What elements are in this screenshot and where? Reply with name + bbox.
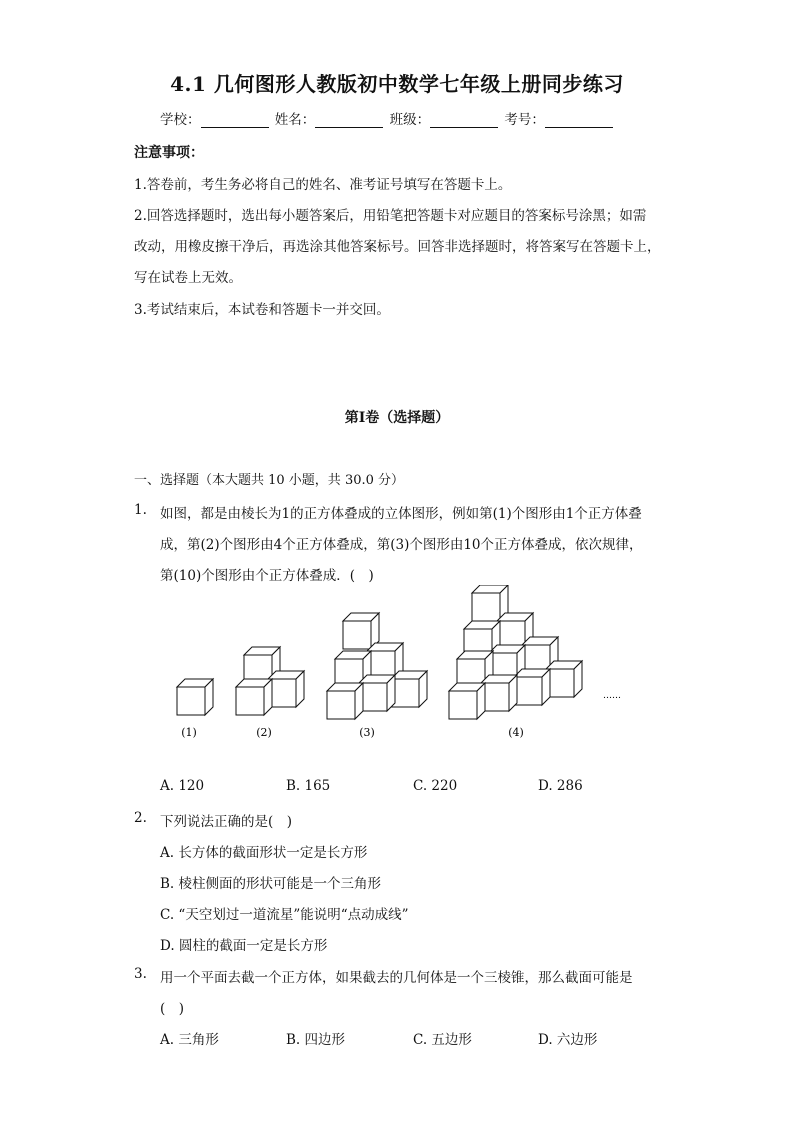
- figure-4-cubes: [449, 585, 582, 719]
- notice-heading: 注意事项：: [134, 145, 204, 161]
- question-text: ( ): [160, 1001, 185, 1017]
- exam-number-label: 考号：: [504, 112, 545, 128]
- figure-label: (1): [181, 726, 197, 739]
- option-d[interactable]: D. 六边形: [538, 1032, 598, 1048]
- cube-stack-figure: [160, 585, 640, 745]
- question-number: 1.: [134, 502, 147, 518]
- option-c[interactable]: C. 220: [413, 778, 458, 794]
- question-text: 第(10)个图形由个正方体叠成．( ): [160, 568, 374, 584]
- student-info-row: [160, 108, 615, 128]
- question-text: 用一个平面去截一个正方体，如果截去的几何体是一个三棱锥，那么截面可能是: [160, 970, 633, 986]
- name-blank[interactable]: [315, 113, 383, 128]
- figure-3-cubes: [327, 613, 427, 719]
- name-label: 姓名：: [274, 112, 316, 128]
- option-c[interactable]: C. “天空划过一道流星”能说明“点动成线”: [160, 907, 409, 923]
- section-title: 第Ⅰ卷（选择题）: [344, 410, 450, 426]
- question-text: 如图，都是由棱长为1的正方体叠成的立体图形，例如第(1)个图形由1个正方体叠: [160, 506, 642, 522]
- part-title: 一、选择题（本大题共 10 小题，共 30.0 分）: [134, 473, 405, 488]
- exam-number-blank[interactable]: [545, 113, 613, 128]
- option-b[interactable]: B. 棱柱侧面的形状可能是一个三角形: [160, 876, 382, 892]
- option-d[interactable]: D. 圆柱的截面一定是长方形: [160, 938, 328, 954]
- option-b[interactable]: B. 165: [286, 778, 331, 794]
- notice-line: 3.考试结束后，本试卷和答题卡一并交回。: [134, 302, 390, 318]
- option-c[interactable]: C. 五边形: [413, 1032, 472, 1048]
- notice-line: 改动，用橡皮擦干净后，再选涂其他答案标号。回答非选择题时，将答案写在答题卡上，: [134, 239, 661, 255]
- figure-1-cubes: [177, 679, 213, 715]
- question-text: 下列说法正确的是( ): [160, 814, 293, 830]
- notice-line: 2.回答选择题时，选出每小题答案后，用铅笔把答题卡对应题目的答案标号涂黑；如需: [134, 208, 647, 224]
- option-a[interactable]: A. 120: [160, 778, 205, 794]
- figure-label: (2): [256, 726, 272, 739]
- question-number: 3.: [134, 966, 147, 982]
- figure-2-cubes: [236, 647, 304, 715]
- option-a[interactable]: A. 三角形: [160, 1032, 219, 1048]
- question-text: 成，第(2)个图形由4个正方体叠成，第(3)个图形由10个正方体叠成，依次规律，: [160, 537, 643, 553]
- class-blank[interactable]: [430, 113, 498, 128]
- class-label: 班级：: [389, 112, 431, 128]
- option-b[interactable]: B. 四边形: [286, 1032, 346, 1048]
- question-number: 2.: [134, 810, 147, 826]
- school-blank[interactable]: [201, 113, 269, 128]
- ellipsis-label: ……: [603, 691, 621, 701]
- figure-label: (3): [359, 726, 375, 739]
- option-d[interactable]: D. 286: [538, 778, 583, 794]
- notice-line: 写在试卷上无效。: [134, 270, 242, 286]
- figure-label: (4): [508, 726, 524, 739]
- page-title: 4.1 几何图形人教版初中数学七年级上册同步练习: [170, 72, 624, 96]
- option-a[interactable]: A. 长方体的截面形状一定是长方形: [160, 845, 368, 861]
- school-label: 学校：: [160, 112, 201, 128]
- notice-line: 1.答卷前，考生务必将自己的姓名、准考证号填写在答题卡上。: [134, 177, 512, 193]
